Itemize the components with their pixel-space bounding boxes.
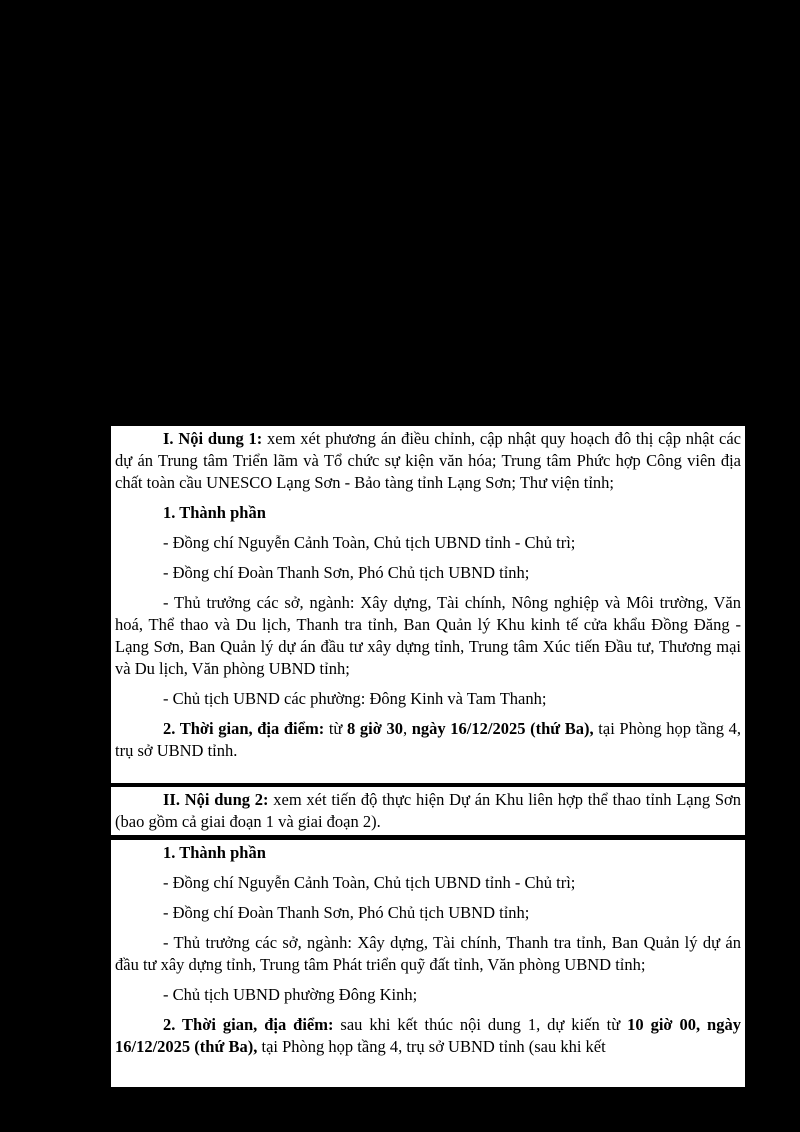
- section-2-participants-title: [115, 840, 741, 864]
- time-separator: ,: [402, 719, 412, 738]
- time-label: 2. Thời gian, địa điểm:: [163, 1015, 334, 1034]
- section-2-body-block: [111, 840, 745, 1087]
- participants-title-label: 1. Thành phần: [163, 843, 266, 862]
- location-text: tại Phòng họp tầng 4, trụ sở UBND tỉnh.: [115, 719, 742, 760]
- section-2-heading-label: II. Nội dung 2:: [163, 790, 269, 809]
- section-2-heading: [115, 787, 741, 833]
- time-label: 2. Thời gian, địa điểm:: [163, 719, 325, 738]
- section-1-participant-1: - Đồng chí Nguyễn Cảnh Toàn, Chủ tịch UBND tỉnh - Chủ trì;: [163, 533, 576, 552]
- time-pre-text: từ: [324, 719, 347, 738]
- time-date-value: 10 giờ 00, ngày 16/12/2025 (thứ Ba),: [115, 1015, 741, 1056]
- section-2-participant-1: - Đồng chí Nguyễn Cảnh Toàn, Chủ tịch UBND tỉnh - Chủ trì;: [163, 873, 576, 892]
- section-1-heading-label: I. Nội dung 1:: [163, 429, 263, 448]
- section-2-participant-4: - Chủ tịch UBND phường Đông Kinh;: [163, 985, 418, 1004]
- section-2-participant-2: - Đồng chí Đoàn Thanh Sơn, Phó Chủ tịch UBND tỉnh;: [163, 903, 530, 922]
- participants-title-label: 1. Thành phần: [163, 503, 266, 522]
- section-1-time-location: [115, 718, 741, 762]
- section-1-heading-text: xem xét phương án điều chỉnh, cập nhật quy hoạch đô thị cập nhật các dự án Trung tâm Triển lãm và Tổ chức sự kiện văn hóa; Trung tâm Phức hợp Công viên địa chất toàn cầu UNESCO Lạng Sơn - Bảo tàng tỉnh Lạng Sơn; Thư viện tỉnh;: [115, 429, 741, 492]
- section-2-heading-block: [111, 787, 745, 835]
- section-1-participant-4: - Chủ tịch UBND các phường: Đông Kinh và Tam Thanh;: [163, 689, 547, 708]
- time-value: 8 giờ 30: [347, 719, 403, 738]
- section-1-heading: [115, 426, 741, 494]
- section-1-block: [111, 426, 745, 783]
- section-2-time-location: [115, 1014, 741, 1058]
- section-1-participants-title: [115, 502, 741, 524]
- section-2-heading-text: xem xét tiến độ thực hiện Dự án Khu liên hợp thể thao tỉnh Lạng Sơn (bao gồm cả giai đoạn 1 và giai đoạn 2).: [115, 790, 742, 831]
- time-pre-text: sau khi kết thúc nội dung 1, dự kiến từ: [333, 1015, 628, 1034]
- section-1-participant-3: - Thủ trưởng các sở, ngành: Xây dựng, Tài chính, Nông nghiệp và Môi trường, Văn hoá, Thể thao và Du lịch, Thanh tra tỉnh, Ban Quản lý Khu kinh tế cửa khẩu Đồng Đăng - Lạng Sơn, Ban Quản lý dự án đầu tư xây dựng tỉnh, Trung tâm Xúc tiến Đầu tư, Thương mại và Du lịch, Văn phòng UBND tỉnh;: [115, 593, 741, 678]
- section-1-participant-2: - Đồng chí Đoàn Thanh Sơn, Phó Chủ tịch UBND tỉnh;: [163, 563, 530, 582]
- location-text: tại Phòng họp tầng 4, trụ sở UBND tỉnh (sau khi kết: [257, 1037, 606, 1056]
- date-value: ngày 16/12/2025 (thứ Ba),: [411, 719, 594, 738]
- section-2-participant-3: - Thủ trưởng các sở, ngành: Xây dựng, Tài chính, Thanh tra tỉnh, Ban Quản lý dự án đầu tư xây dựng tỉnh, Trung tâm Phát triển quỹ đất tỉnh, Văn phòng UBND tỉnh;: [115, 933, 741, 974]
